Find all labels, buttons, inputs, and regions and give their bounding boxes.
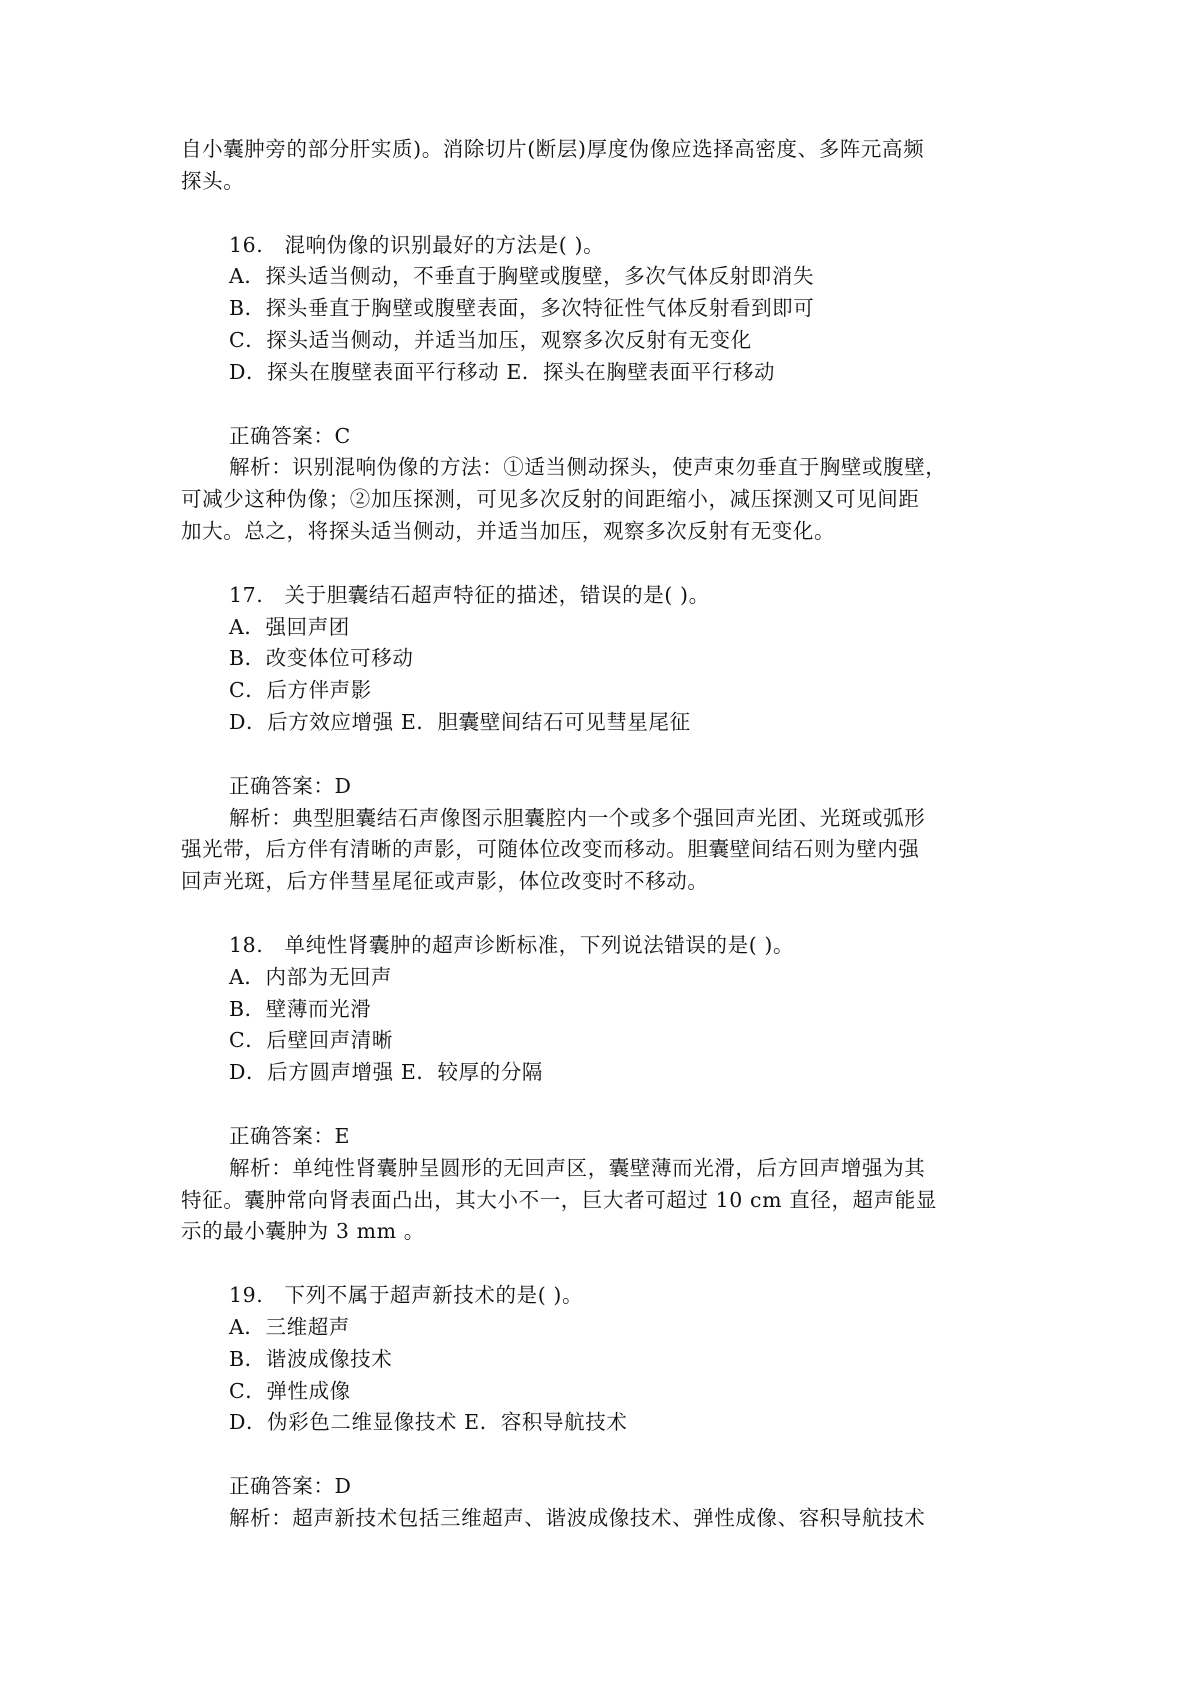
option-a: A．内部为无回声	[229, 964, 393, 989]
intro-line: 自小囊肿旁的部分肝实质)。消除切片(断层)厚度伪像应选择高密度、多阵元高频	[181, 137, 925, 161]
question-19	[181, 1280, 1021, 1439]
document-body	[181, 134, 1021, 1535]
option-d-e: D．后方圆声增强 E．较厚的分隔	[229, 1060, 544, 1085]
option-c: C．后壁回声清晰	[229, 1028, 393, 1053]
option-c: C．弹性成像	[229, 1378, 351, 1403]
option-b: B．改变体位可移动	[229, 646, 414, 671]
option-d-e: D．后方效应增强 E．胆囊壁间结石可见彗星尾征	[229, 709, 691, 734]
analysis-line: 强光带，后方伴有清晰的声影，可随体位改变而移动。胆囊壁间结石则为壁内强	[181, 837, 920, 862]
question-stem: 18. 单纯性肾囊肿的超声诊断标准，下列说法错误的是( )。	[229, 932, 795, 957]
option-d-e: D．探头在腹壁表面平行移动 E．探头在胸壁表面平行移动	[229, 359, 776, 384]
question-17	[181, 580, 1021, 739]
analysis-line: 可减少这种伪像；②加压探测，可见多次反射的间距缩小，减压探测又可见间距	[181, 487, 920, 512]
answer-17	[181, 771, 1021, 898]
option-a: A．强回声团	[229, 614, 350, 639]
analysis-line: 加大。总之，将探头适当侧动，并适当加压，观察多次反射有无变化。	[181, 518, 836, 543]
correct-answer: 正确答案：D	[229, 1474, 352, 1499]
correct-answer: 正确答案：E	[229, 1123, 351, 1148]
intro-paragraph	[181, 134, 1021, 198]
question-18	[181, 930, 1021, 1089]
intro-line: 探头。	[181, 168, 245, 193]
question-stem: 16. 混响伪像的识别最好的方法是( )。	[229, 232, 605, 257]
analysis-line: 特征。囊肿常向肾表面凸出，其大小不一，巨大者可超过 10 cm 直径，超声能显	[181, 1187, 937, 1212]
option-c: C．探头适当侧动，并适当加压，观察多次反射有无变化	[229, 327, 752, 352]
option-d-e: D．伪彩色二维显像技术 E．容积导航技术	[229, 1410, 628, 1435]
option-c: C．后方伴声影	[229, 678, 372, 703]
question-stem: 19. 下列不属于超声新技术的是( )。	[229, 1283, 584, 1308]
correct-answer: 正确答案：C	[229, 423, 351, 448]
option-b: B．探头垂直于胸壁或腹壁表面，多次特征性气体反射看到即可	[229, 296, 815, 321]
analysis-line: 回声光斑，后方伴彗星尾征或声影，体位改变时不移动。	[181, 869, 709, 894]
option-b: B．壁薄而光滑	[229, 996, 372, 1021]
analysis-line: 解析：单纯性肾囊肿呈圆形的无回声区，囊壁薄而光滑，后方回声增强为其	[229, 1155, 926, 1180]
answer-18	[181, 1121, 1021, 1248]
question-stem: 17. 关于胆囊结石超声特征的描述，错误的是( )。	[229, 582, 710, 607]
question-16	[181, 230, 1021, 389]
analysis-line: 解析：超声新技术包括三维超声、谐波成像技术、弹性成像、容积导航技术	[229, 1505, 926, 1530]
option-b: B．谐波成像技术	[229, 1346, 393, 1371]
correct-answer: 正确答案：D	[229, 773, 352, 798]
analysis-line: 示的最小囊肿为 3 mm 。	[181, 1219, 425, 1244]
answer-19	[181, 1471, 1021, 1535]
answer-16	[181, 421, 1021, 548]
option-a: A．三维超声	[229, 1314, 350, 1339]
analysis-line: 解析：识别混响伪像的方法：①适当侧动探头，使声束勿垂直于胸壁或腹壁，	[229, 455, 947, 480]
analysis-line: 解析：典型胆囊结石声像图示胆囊腔内一个或多个强回声光团、光斑或弧形	[229, 805, 926, 830]
option-a: A．探头适当侧动，不垂直于胸壁或腹壁，多次气体反射即消失	[229, 264, 815, 289]
